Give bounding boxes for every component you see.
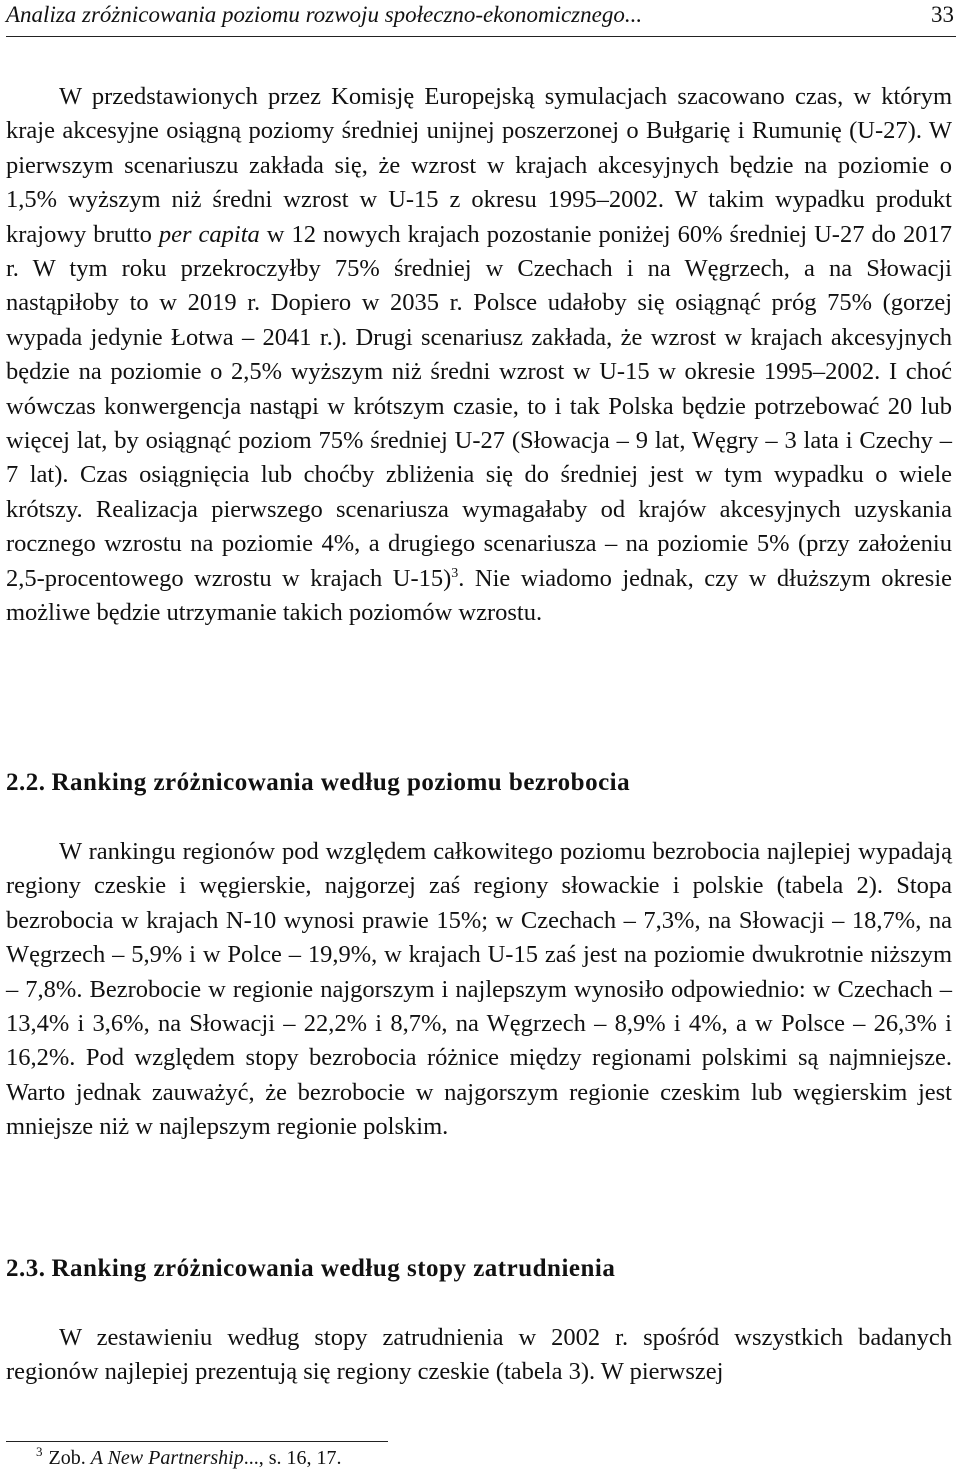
page-number: 33 xyxy=(931,2,954,27)
footnote-reference: 3 xyxy=(451,565,459,581)
section-number: 2.2. xyxy=(6,769,46,796)
running-header xyxy=(6,0,956,37)
footnote-text-after: ..., s. 16, 17. xyxy=(243,1447,342,1469)
footnote-italic-title: A New Partnership xyxy=(90,1447,244,1469)
intro-text-part-3: . Nie wiadomo jednak, czy w dłuższym okresie możliwe będzie utrzymanie takich poziomów wzrostu. xyxy=(6,564,952,627)
section-2-3-body xyxy=(6,1321,952,1390)
footnote-text-before: Zob. xyxy=(48,1447,91,1469)
running-title: Analiza zróżnicowania poziomu rozwoju społeczno-ekonomicznego... xyxy=(6,2,643,27)
section-2-2-heading xyxy=(6,769,952,797)
footnote-number: 3 xyxy=(36,1444,43,1459)
intro-text-part-1: W przedstawionych przez Komisję Europejską symulacjach szacowano czas, w którym kraje akcesyjne osiągną poziomy średniej unijnej poszerzonej o Bułgarię i Rumunię (U-27). W pierwszym scenariuszu zakłada się, że wzrost w krajach akcesyjnych będzie na poziomie o 1,5% wyższym niż średni wzrost w U-15 z okresu 1995–2002. W takim wypadku produkt krajowy brutto xyxy=(6,83,952,248)
footnote xyxy=(36,1444,341,1472)
section-2-2-body xyxy=(6,835,952,1145)
unemployment-paragraph: W rankingu regionów pod względem całkowitego poziomu bezrobocia najlepiej wypadają regiony czeskie i węgierskie, najgorzej zaś regiony słowackie i polskie (tabela 2). Stopa bezrobocia w krajach N-10 wynosi prawie 15%; w Czechach – 7,3%, na Słowacji – 18,7%, na Węgrzech – 5,9% i w Polce – 19,9%, w krajach U-15 zaś jest na poziomie dwukrotnie niższym – 7,8%. Bezrobocie w regionie najgorszym i najlepszym wynosiło odpowiednio: w Czechach – 13,4% i 3,6%, na Słowacji – 22,2% i 8,7%, na Węgrzech – 8,9% i 4%, a w Polsce – 26,3% i 16,2%. Pod względem stopy bezrobocia różnice między regionami polskimi są najmniejsze. Warto jednak zauważyć, że bezrobocie w najgorszym regionie czeskim lub węgierskim jest mniejsze niż w najlepszym regionie polskim. xyxy=(6,838,952,1141)
intro-italic-term: per capita xyxy=(158,220,260,248)
employment-paragraph: W zestawieniu według stopy zatrudnienia w 2002 r. spośród wszystkich badanych regionów najlepiej prezentują się regiony czeskie (tabela 3). W pierwszej xyxy=(6,1324,952,1386)
section-title: Ranking zróżnicowania według stopy zatrudnienia xyxy=(51,1255,616,1282)
intro-section xyxy=(6,80,952,631)
section-2-3-heading xyxy=(6,1255,952,1283)
section-title: Ranking zróżnicowania według poziomu bezrobocia xyxy=(51,769,631,796)
intro-paragraph xyxy=(6,80,952,631)
intro-text-part-2: w 12 nowych krajach pozostanie poniżej 60% średniej U-27 do 2017 r. W tym roku przekroczyłby 75% średniej w Czechach i na Węgrzech, a na Słowacji nastąpiłoby to w 2019 r. Dopiero w 2035 r. Polsce udałoby się osiągnąć próg 75% (gorzej wypada jedynie Łotwa – 2041 r.). Drugi scenariusz zakłada, że wzrost w krajach akcesyjnych będzie na poziomie o 2,5% wyższym niż średni wzrost w U-15 w okresie 1995–2002. I choć wówczas konwergencja nastąpi w krótszym czasie, to i tak Polska będzie potrzebować 20 lub więcej lat, by osiągnąć poziom 75% średniej U-27 (Słowacja – 9 lat, Węgry – 3 lata i Czechy – 7 lat). Czas osiągnięcia lub choćby zbliżenia się do średniej jest w tym wypadku o wiele krótszy. Realizacja pierwszego scenariusza wymagałaby od krajów akcesyjnych uzyskania rocznego wzrostu na poziomie 4%, a drugiego scenariusza – na poziomie 5% (przy założeniu 2,5-procentowego wzrostu w krajach U-15) xyxy=(6,220,952,592)
section-number: 2.3. xyxy=(6,1255,46,1282)
footnote-separator xyxy=(6,1441,388,1442)
